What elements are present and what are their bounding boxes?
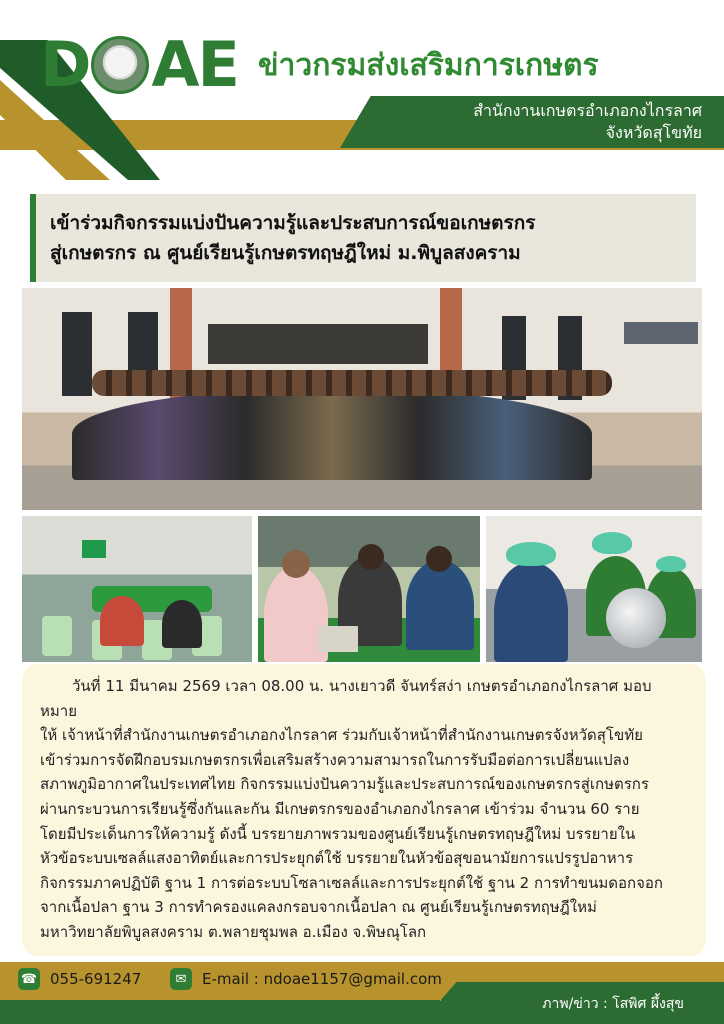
training-room-photo xyxy=(22,516,252,662)
food-processing-photo xyxy=(486,516,702,662)
footer-green-strip xyxy=(0,1000,440,1024)
news-body-text: วันที่ 11 มีนาคม 2569 เวลา 08.00 น. นางเยาวดี จันทร์สง่า เกษตรอำเภอกงไกรลาศ มอบหมาย ให้ เจ้าหน้าที่สำนักงานเกษตรอำเภอกงไกรลาศ ร่วมกับเจ้าหน้าที่สำนักงานเกษตรจังหวัดสุโขทัย เข้าร่วมการจัดฝึกอบรมเกษตรกรเพื่อเสริมสร้างความสามารถในการรับมือต่อการเปลี่ยนแปลง สภาพภูมิอากาศในประเทศไทย กิจกรรมแบ่งปันความรู้และประสบการณ์ของเกษตรกรสู่เกษตรกร ผ่านกระบวนการเรียนรู้ซึ่งกันและกัน มีเกษตรกรของอำเภอกงไกรลาศ เข้าร่วม จำนวน 60 ราย โดยมีประเด็นการให้ความรู้ ดังนี้ บรรยายภาพรวมของศูนย์เรียนรู้เกษตรทฤษฎีใหม่ บรรยายใน หัวข้อระบบเซลล์แสงอาทิตย์และการประยุกต์ใช้ บรรยายในหัวข้อสุขอนามัยการแปรรูปอาหาร กิจกรรมภาคปฏิบัติ ฐาน 1 การต่อระบบโซลาเซลล์และการประยุกต์ใช้ ฐาน 2 การทำขนมดอกจอก จากเนื้อปลา ฐาน 3 การทำครองแคลงกรอบจากเนื้อปลา ณ ศูนย์เรียนรู้เกษตรทฤษฎีใหม่ มหาวิทยาลัยพิบูลสงคราม ต.พลายชุมพล อ.เมือง จ.พิษณุโลก xyxy=(40,677,663,941)
news-body xyxy=(22,664,706,956)
phone-icon: ☎ xyxy=(18,968,40,990)
office-label: สำนักงานเกษตรอำเภอกงไกรลาศ xyxy=(473,101,702,120)
doae-logo xyxy=(40,30,238,100)
news-headline xyxy=(30,194,696,282)
headline-line-2: สู่เกษตรกร ณ ศูนย์เรียนรู้เกษตรทฤษฎีใหม่ ม.พิบูลสงคราม xyxy=(50,242,521,264)
headline-line-1: เข้าร่วมกิจกรรมแบ่งปันความรู้และประสบการณ์ขอเกษตรกร xyxy=(50,212,536,234)
solar-cell-workshop-photo xyxy=(258,516,480,662)
group-photo xyxy=(22,288,702,510)
phone-contact xyxy=(18,968,141,990)
logo-letter-d: D xyxy=(40,28,90,101)
office-name xyxy=(342,100,702,144)
header xyxy=(0,0,724,180)
envelope-icon: ✉ xyxy=(170,968,192,990)
phone-number: 055-691247 xyxy=(50,970,142,988)
province-label: จังหวัดสุโขทัย xyxy=(605,123,702,142)
email-contact xyxy=(170,968,442,990)
email-address: E-mail : ndoae1157@gmail.com xyxy=(202,970,442,988)
logo-letters-ae: AE xyxy=(151,28,238,101)
bulletin-title: ข่าวกรมส่งเสริมการเกษตร xyxy=(258,48,599,83)
photo-credit: ภาพ/ข่าว : โสพิศ ผึ้งสุข xyxy=(542,996,684,1012)
doae-emblem-icon xyxy=(91,36,149,94)
